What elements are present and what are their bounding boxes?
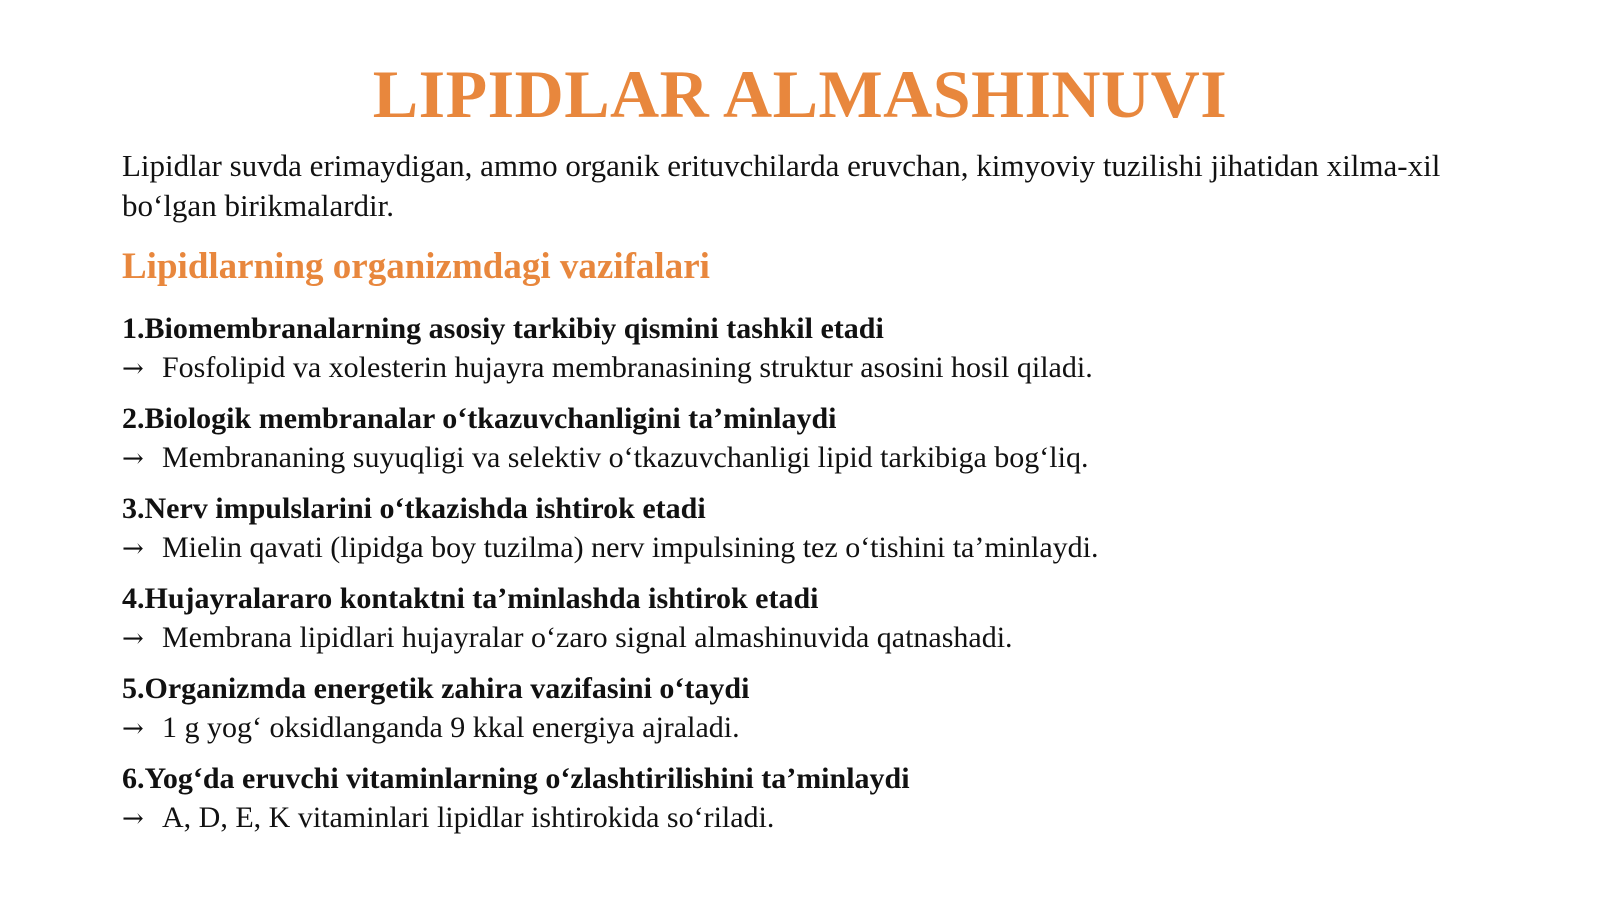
item-detail-row xyxy=(122,798,1482,839)
item-detail-row xyxy=(122,618,1482,659)
list-item xyxy=(122,400,1482,490)
arrow-icon: → xyxy=(122,624,144,654)
intro-paragraph: Lipidlar suvda erimaydigan, ammo organik erituvchilarda eruvchan, kimyoviy tuzilishi jihatidan xilma-xil bo‘lgan birikmalardir. xyxy=(122,148,1441,223)
item-heading: 5.Organizmda energetik zahira vazifasini o‘taydi xyxy=(122,672,750,705)
arrow-icon: → xyxy=(122,804,144,834)
item-heading: 2.Biologik membranalar o‘tkazuvchanligini ta’minlaydi xyxy=(122,402,837,435)
item-detail: 1 g yog‘ oksidlanganda 9 kkal energiya ajraladi. xyxy=(162,711,740,744)
functions-list xyxy=(122,310,1482,850)
arrow-icon: → xyxy=(122,444,144,474)
slide-title: LIPIDLAR ALMASHINUVI xyxy=(372,56,1228,132)
item-heading: 1.Biomembranalarning asosiy tarkibiy qismini tashkil etadi xyxy=(122,312,884,345)
list-item xyxy=(122,760,1482,850)
item-detail-row xyxy=(122,348,1482,389)
arrow-icon: → xyxy=(122,354,144,384)
item-detail: Membrana lipidlari hujayralar o‘zaro signal almashinuvida qatnashadi. xyxy=(162,621,1013,654)
list-item xyxy=(122,310,1482,400)
item-detail-row xyxy=(122,438,1482,479)
list-item xyxy=(122,670,1482,760)
item-heading: 6.Yog‘da eruvchi vitaminlarning o‘zlashtirilishini ta’minlaydi xyxy=(122,762,910,795)
arrow-icon: → xyxy=(122,714,144,744)
section-subtitle: Lipidlarning organizmdagi vazifalari xyxy=(122,246,710,287)
item-detail: Mielin qavati (lipidga boy tuzilma) nerv impulsining tez o‘tishini ta’minlaydi. xyxy=(162,531,1099,564)
item-detail: Fosfolipid va xolesterin hujayra membranasining struktur asosini hosil qiladi. xyxy=(162,351,1093,384)
item-detail-row xyxy=(122,708,1482,749)
item-heading: 4.Hujayralararo kontaktni ta’minlashda ishtirok etadi xyxy=(122,582,819,615)
item-detail: Membrananing suyuqligi va selektiv o‘tkazuvchanligi lipid tarkibiga bog‘liq. xyxy=(162,441,1089,474)
item-heading: 3.Nerv impulslarini o‘tkazishda ishtirok etadi xyxy=(122,492,706,525)
item-detail: A, D, E, K vitaminlari lipidlar ishtirokida so‘riladi. xyxy=(162,801,775,834)
arrow-icon: → xyxy=(122,534,144,564)
list-item xyxy=(122,580,1482,670)
item-detail-row xyxy=(122,528,1482,569)
list-item xyxy=(122,490,1482,580)
